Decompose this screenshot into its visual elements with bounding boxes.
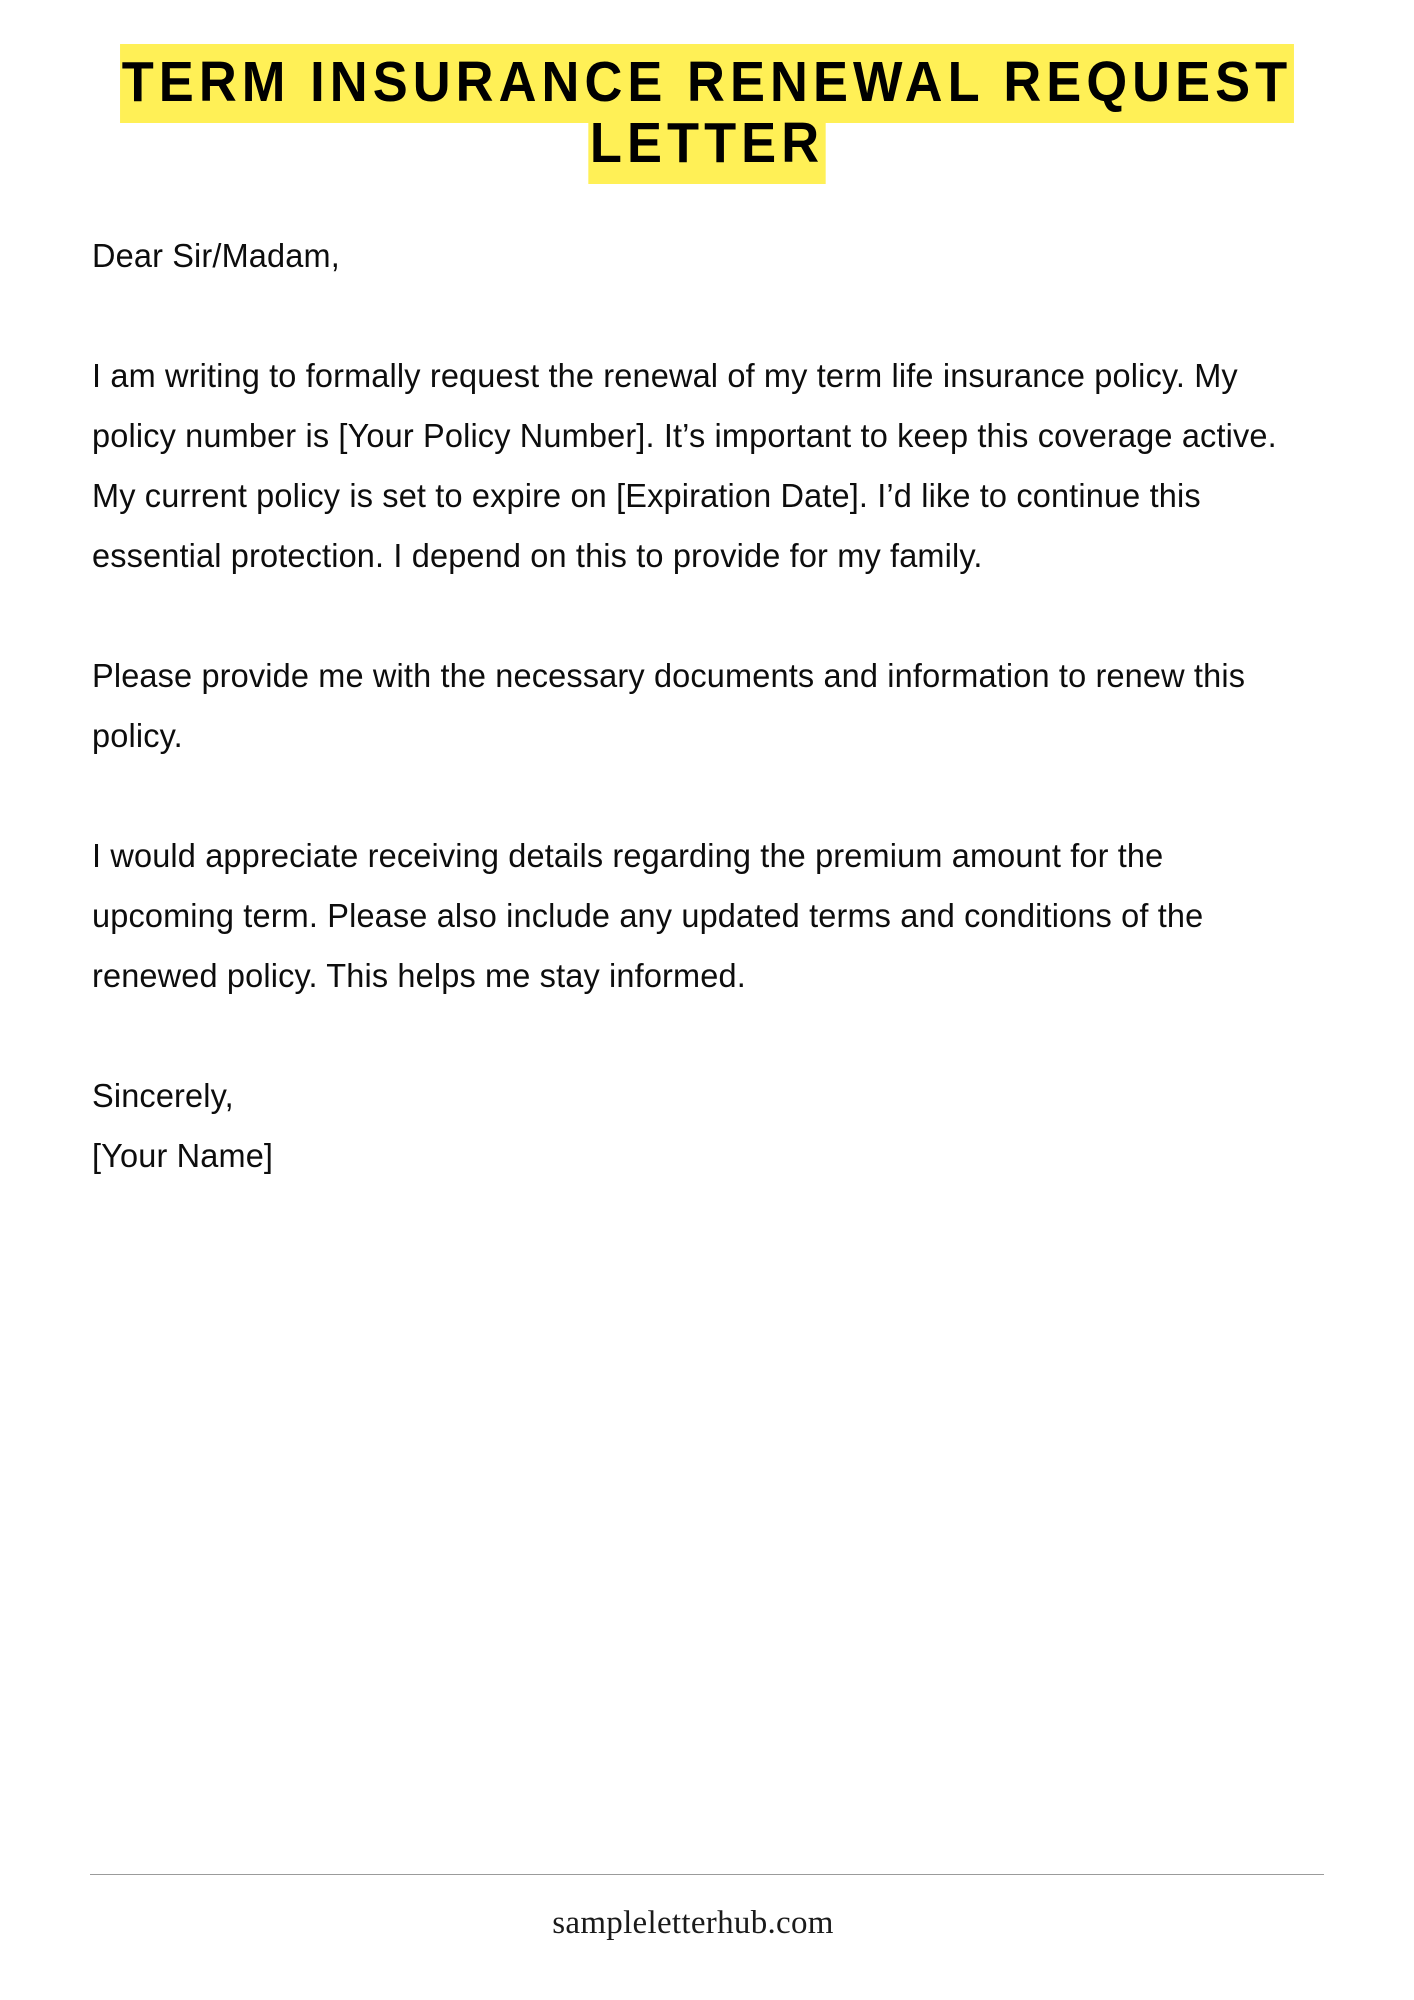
- footer-website-url: sampleletterhub.com: [552, 1905, 834, 1941]
- closing-block: [92, 1066, 1326, 1186]
- title-block: [0, 0, 1414, 174]
- letter-body: [0, 226, 1414, 1186]
- salutation: Dear Sir/Madam,: [92, 236, 340, 274]
- signature-name: [Your Name]: [92, 1136, 274, 1174]
- body-paragraph-3: I would appreciate receiving details regarding the premium amount for the upcoming term. Please also include any updated terms and conditions of the renewed policy. This helps me stay informed.: [92, 836, 1204, 994]
- body-paragraph-1: I am writing to formally request the renewal of my term life insurance policy. My policy number is [Your Policy Number]. It’s important to keep this coverage active. My current policy is set to expire on [Expiration Date]. I’d like to continue this essential protection. I depend on this to provide for my family.: [92, 356, 1277, 574]
- page-title-highlight: TERM INSURANCE RENEWAL REQUEST LETTER: [120, 44, 1294, 184]
- page-title: [80, 52, 1333, 174]
- footer-divider: [90, 1874, 1324, 1875]
- closing-salutation: Sincerely,: [92, 1076, 234, 1114]
- body-paragraph-2: Please provide me with the necessary documents and information to renew this policy.: [92, 656, 1246, 754]
- page-footer: [0, 1874, 1414, 1942]
